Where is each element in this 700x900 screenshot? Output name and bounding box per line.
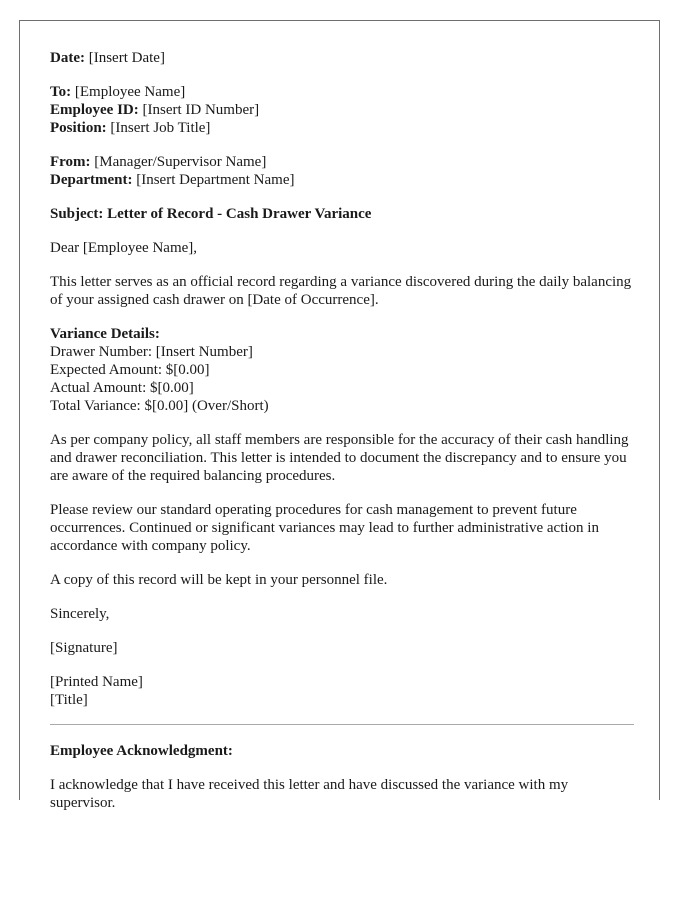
to-value: [Employee Name] <box>71 84 186 100</box>
variance-total: Total Variance: $[0.00] (Over/Short) <box>50 398 269 414</box>
policy-paragraph: As per company policy, all staff members are responsible for the accuracy of their cash handling and drawer reconciliation. This letter is intended to document the discrepancy and to ensure you are aware of the required balancing procedures. <box>50 432 629 484</box>
variance-expected-amount: Expected Amount: $[0.00] <box>50 362 210 378</box>
variance-actual-amount: Actual Amount: $[0.00] <box>50 380 194 396</box>
signer-block <box>50 673 634 709</box>
printed-name: [Printed Name] <box>50 674 143 690</box>
recipient-block <box>50 83 634 137</box>
from-value: [Manager/Supervisor Name] <box>90 154 267 170</box>
variance-drawer-number: Drawer Number: [Insert Number] <box>50 344 253 360</box>
position-label: Position: <box>50 120 107 136</box>
from-line <box>50 153 634 171</box>
employee-id-line <box>50 101 634 119</box>
date-block <box>50 49 634 67</box>
letter-page <box>19 20 660 811</box>
acknowledgment-heading: Employee Acknowledgment: <box>50 743 233 759</box>
employee-id-value: [Insert ID Number] <box>138 102 260 118</box>
variance-details <box>50 325 634 415</box>
letter-content <box>50 49 634 828</box>
variance-heading: Variance Details: <box>50 326 160 342</box>
department-value: [Insert Department Name] <box>132 172 295 188</box>
date-line <box>50 49 634 67</box>
section-divider <box>50 724 634 725</box>
from-label: From: <box>50 154 91 170</box>
position-value: [Insert Job Title] <box>106 120 211 136</box>
to-line <box>50 83 634 101</box>
date-label: Date: <box>50 50 85 66</box>
subject-line: Subject: Letter of Record - Cash Drawer Variance <box>50 206 372 222</box>
department-line <box>50 171 634 189</box>
to-label: To: <box>50 84 72 100</box>
signer-title: [Title] <box>50 692 88 708</box>
department-label: Department: <box>50 172 133 188</box>
closing: Sincerely, <box>50 606 110 622</box>
salutation: Dear [Employee Name], <box>50 240 198 256</box>
employee-id-label: Employee ID: <box>50 102 139 118</box>
copy-paragraph: A copy of this record will be kept in your personnel file. <box>50 572 388 588</box>
position-line <box>50 119 634 137</box>
date-value: [Insert Date] <box>84 50 165 66</box>
review-paragraph: Please review our standard operating procedures for cash management to prevent future occurrences. Continued or significant variances may lead to further administrative action in accordance with company policy. <box>50 502 599 554</box>
signature: [Signature] <box>50 640 118 656</box>
acknowledgment-text: I acknowledge that I have received this letter and have discussed the variance with my supervisor. <box>50 777 569 811</box>
sender-block <box>50 153 634 189</box>
intro-paragraph: This letter serves as an official record regarding a variance discovered during the daily balancing of your assigned cash drawer on [Date of Occurrence]. <box>50 274 632 308</box>
